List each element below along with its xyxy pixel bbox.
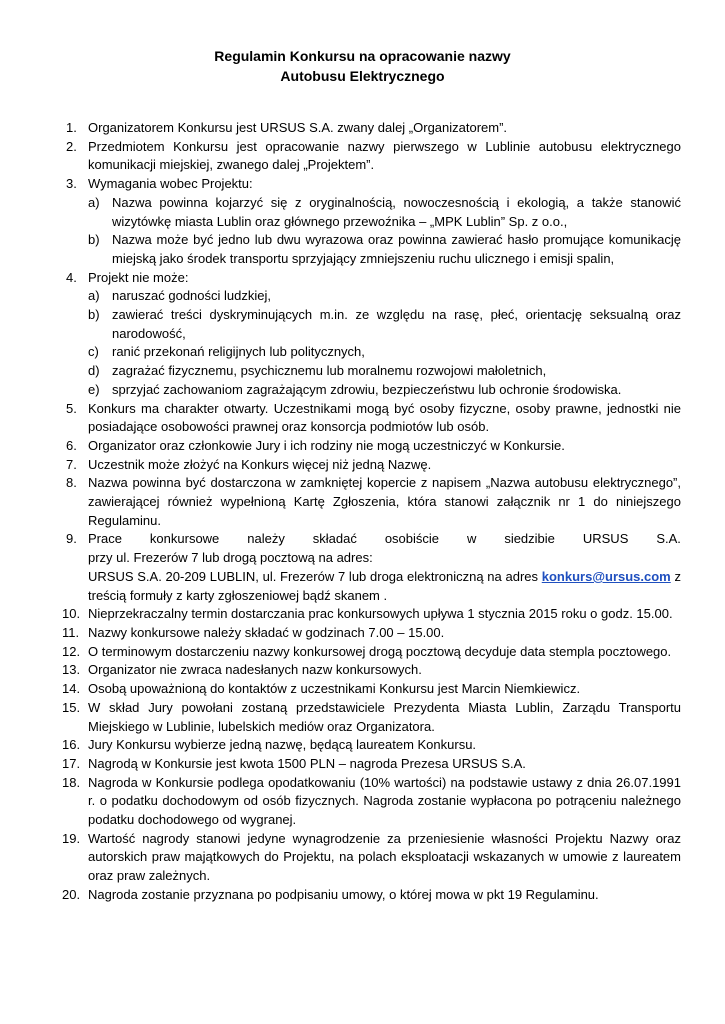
sub-item-letter: a)	[88, 194, 100, 210]
sub-item-3a	[66, 194, 681, 231]
item-number: 17.	[62, 755, 81, 771]
list-item-19	[62, 830, 681, 886]
sub-item-text: zagrażać fizycznemu, psychicznemu lub moralnemu rozwojowi małoletnich,	[112, 363, 547, 379]
sub-item-text: naruszać godności ludzkiej,	[112, 288, 271, 304]
item-text: Projekt nie może:	[88, 269, 189, 285]
list-item-6	[66, 437, 681, 456]
sub-item-text: ranić przekonań religijnych lub politycznych,	[112, 344, 365, 360]
list-item-2	[66, 138, 681, 175]
item-number: 5.	[66, 400, 77, 416]
item-9-text-before-email: URSUS S.A. 20-209 LUBLIN, ul. Frezerów 7 lub droga elektroniczną na adres	[88, 568, 542, 584]
list-item-5	[66, 400, 681, 437]
sub-item-letter: b)	[88, 307, 100, 323]
list-item-13	[62, 661, 681, 680]
item-number: 18.	[62, 774, 81, 790]
item-9-word: URSUS	[582, 531, 629, 547]
list-item-12	[62, 643, 681, 662]
item-text: Nazwa powinna być dostarczona w zamkniętej kopercie z napisem „Nazwa autobusu elektrycznego”, zawierającej również wypełnioną Kartę Zgłoszenia, która stanowi załącznik nr 1 do niniejszego Regulaminu.	[88, 475, 681, 528]
sub-item-text: sprzyjać zachowaniom zagrażającym zdrowiu, bezpieczeństwu lub ochronie środowiska.	[112, 381, 622, 397]
item-9-first-line	[88, 530, 681, 549]
item-9-word: w	[466, 531, 477, 547]
sub-item-4b	[66, 306, 681, 343]
document-title-line-1: Regulamin Konkursu na opracowanie nazwy	[214, 48, 511, 64]
list-item-4	[66, 269, 681, 288]
item-text: Uczestnik może złożyć na Konkurs więcej niż jedną Nazwę.	[88, 456, 432, 472]
sub-item-text: Nazwa powinna kojarzyć się z oryginalnością, nowoczesnością i ekologią, a także stanowić wizytówkę miasta Lublin oraz głównego przewoźnika – „MPK Lublin” Sp. z o.o.,	[112, 194, 681, 229]
item-9-word: należy	[247, 531, 285, 547]
item-number: 7.	[66, 456, 77, 472]
item-9-word: osobiście	[384, 531, 440, 547]
item-text: Osobą upoważnioną do kontaktów z uczestnikami Konkursu jest Marcin Niemkiewicz.	[88, 681, 581, 697]
item-9-word: konkursowe	[149, 531, 220, 547]
item-text: Organizator nie zwraca nadesłanych nazw konkursowych.	[88, 662, 422, 678]
sub-item-letter: e)	[88, 381, 100, 397]
item-number: 12.	[62, 643, 81, 659]
item-text: Nagroda zostanie przyznana po podpisaniu umowy, o której mowa w pkt 19 Regulaminu.	[88, 886, 599, 902]
item-number: 20.	[62, 886, 81, 902]
item-text: Nieprzekraczalny termin dostarczania prac konkursowych upływa 1 stycznia 2015 roku o godz. 15.00.	[88, 606, 673, 622]
item-number: 2.	[66, 138, 77, 154]
sub-item-letter: b)	[88, 232, 100, 248]
item-9-word: siedzibie	[504, 531, 555, 547]
sub-item-4a	[66, 287, 681, 306]
item-number: 3.	[66, 176, 77, 192]
item-9-address-line: przy ul. Frezerów 7 lub drogą pocztową na adres:	[88, 550, 373, 566]
sub-item-4e	[66, 381, 681, 400]
item-number: 10.	[62, 606, 81, 622]
email-link[interactable]: konkurs@ursus.com	[541, 568, 671, 584]
item-text: Wymagania wobec Projektu:	[88, 176, 253, 192]
item-number: 16.	[62, 737, 81, 753]
item-text: Nazwy konkursowe należy składać w godzinach 7.00 – 15.00.	[88, 624, 445, 640]
item-9-contact-text	[88, 568, 681, 605]
item-number: 14.	[62, 681, 81, 697]
sub-item-4d	[66, 362, 681, 381]
sub-item-letter: a)	[88, 288, 100, 304]
item-number: 19.	[62, 830, 81, 846]
sub-item-letter: d)	[88, 363, 100, 379]
item-9-word: S.A.	[656, 531, 681, 547]
item-number: 9.	[66, 531, 77, 547]
item-number: 1.	[66, 120, 77, 135]
regulations-list	[62, 119, 681, 905]
item-text: Organizator oraz członkowie Jury i ich rodziny nie mogą uczestniczyć w Konkursie.	[88, 437, 565, 453]
list-item-14	[62, 680, 681, 699]
sub-item-4c	[66, 343, 681, 362]
list-item-9	[66, 530, 681, 605]
list-item-8	[66, 474, 681, 530]
item-number: 13.	[62, 662, 81, 678]
item-text: W skład Jury powołani zostaną przedstawiciele Prezydenta Miasta Lublin, Zarządu Transportu Miejskiego w Lublinie, lubelskich mediów oraz Organizatora.	[88, 699, 681, 734]
sub-item-letter: c)	[88, 344, 99, 360]
document-title-line-2: Autobusu Elektrycznego	[280, 68, 445, 84]
list-item-3	[66, 175, 681, 194]
sub-item-text: Nazwa może być jedno lub dwu wyrazowa oraz powinna zawierać hasło promujące komunikację miejską jako środek transportu sprzyjający zmniejszeniu ruchu ulicznego i emisji spalin,	[112, 232, 681, 266]
item-number: 11.	[62, 624, 80, 640]
item-text: Jury Konkursu wybierze jedną nazwę, będącą laureatem Konkursu.	[88, 737, 477, 753]
list-item-20	[62, 886, 681, 905]
list-item-18	[62, 774, 681, 830]
item-number: 8.	[66, 475, 77, 491]
item-text: Konkurs ma charakter otwarty. Uczestnikami mogą być osoby fizyczne, osoby prawne, jednostki nie posiadające osobowości prawnej oraz konsorcja podmiotów lub osób.	[88, 400, 681, 435]
list-item-11	[62, 624, 681, 643]
item-text: Przedmiotem Konkursu jest opracowanie nazwy pierwszego w Lublinie autobusu elektrycznego komunikacji miejskiej, zwanego dalej „Projektem”.	[88, 138, 681, 173]
list-item-16	[62, 736, 681, 755]
list-item-15	[62, 699, 681, 736]
item-text: Organizatorem Konkursu jest URSUS S.A. zwany dalej „Organizatorem”.	[88, 120, 508, 135]
item-text: Wartość nagrody stanowi jedyne wynagrodzenie za przeniesienie własności Projektu Nazwy oraz autorskich praw majątkowych do Projektu, na polach eksploatacji wskazanych w umowie z laureatem oraz praw zależnych.	[88, 830, 681, 884]
list-item-1	[66, 119, 681, 138]
item-number: 4.	[66, 269, 77, 285]
item-text: Nagrodą w Konkursie jest kwota 1500 PLN – nagroda Prezesa URSUS S.A.	[88, 755, 526, 771]
list-item-17	[62, 755, 681, 774]
list-item-7	[66, 456, 681, 475]
item-9-text-after-email: z treścią formuły z karty zgłoszeniowej bądź skanem .	[88, 568, 681, 603]
item-9-word: składać	[312, 531, 357, 547]
sub-item-text: zawierać treści dyskryminujących m.in. ze względu na rasę, płeć, orientację seksualną oraz narodowość,	[112, 307, 681, 341]
list-item-10	[62, 605, 681, 624]
item-number: 15.	[62, 699, 81, 715]
item-text: Nagroda w Konkursie podlega opodatkowaniu (10% wartości) na podstawie ustawy z dnia 26.07.1991 r. o podatku dochodowym od osób fizycznych. Nagroda zostanie wypłacona po potrąceniu należnego podatku dochodowego od wygranej.	[88, 774, 681, 828]
item-text: O terminowym dostarczeniu nazwy konkursowej drogą pocztową decyduje data stempla pocztowego.	[88, 643, 672, 659]
sub-item-3b	[66, 231, 681, 268]
item-9-word: Prace	[88, 531, 122, 547]
item-number: 6.	[66, 437, 77, 453]
